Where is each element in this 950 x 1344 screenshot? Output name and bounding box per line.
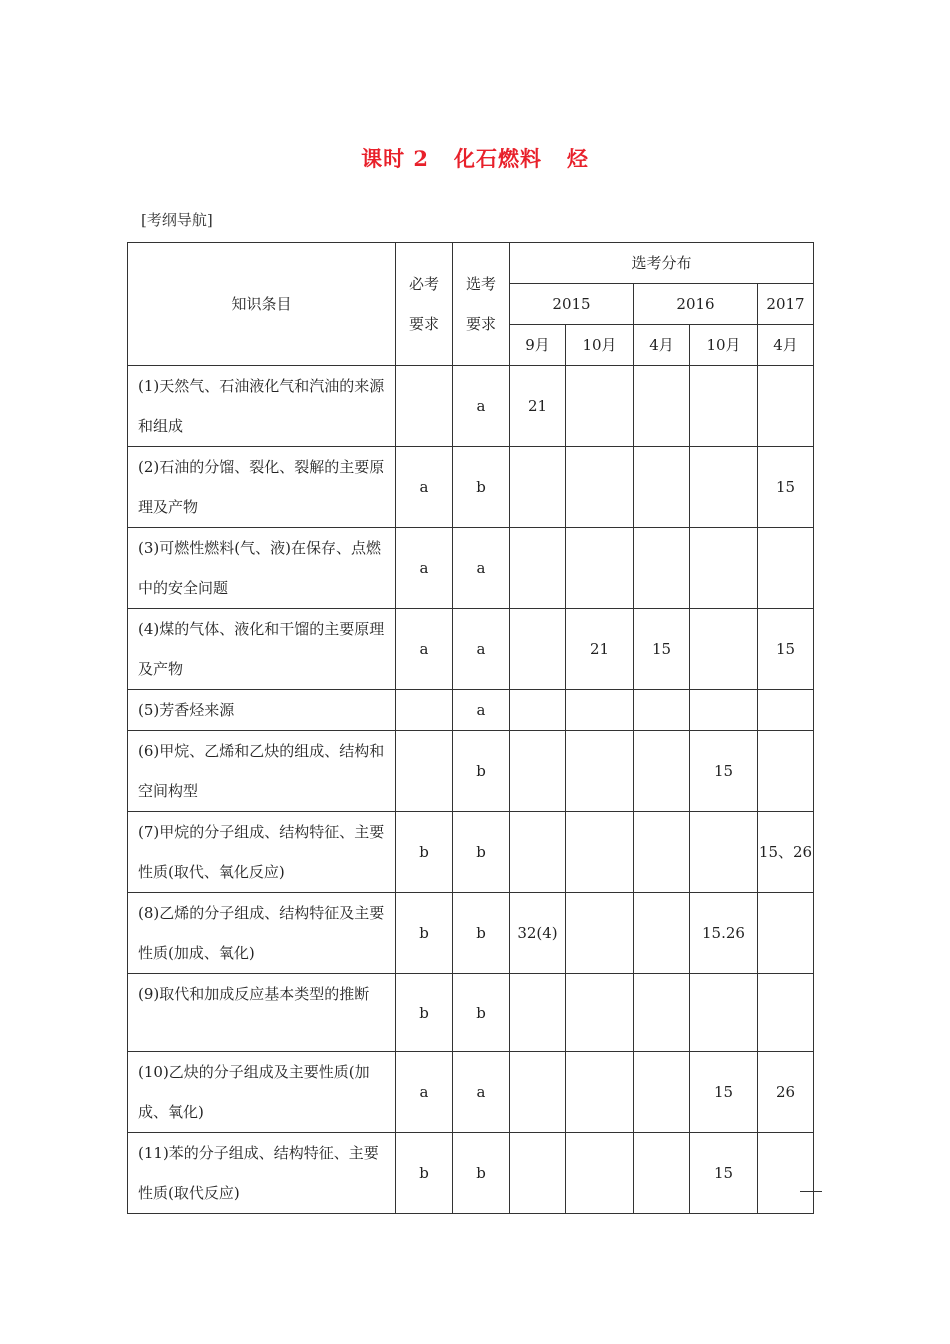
table-row: [128, 731, 814, 812]
exam-cell: [690, 690, 758, 731]
header-month: 4月: [634, 325, 690, 366]
exam-cell: [566, 893, 634, 974]
topic-cell: (10)乙炔的分子组成及主要性质(加成、氧化): [128, 1052, 396, 1133]
exam-cell: [510, 447, 566, 528]
topic-cell: (6)甲烷、乙烯和乙炔的组成、结构和空间构型: [128, 731, 396, 812]
exam-cell: [758, 731, 814, 812]
required-cell: [396, 690, 453, 731]
exam-cell: [758, 1133, 814, 1214]
exam-cell: [758, 974, 814, 1052]
header-required: [396, 243, 453, 366]
table-row: [128, 893, 814, 974]
topic-cell: (11)苯的分子组成、结构特征、主要性质(取代反应): [128, 1133, 396, 1214]
page-title: 课时 2 化石燃料 烃: [361, 146, 589, 171]
exam-cell: [510, 731, 566, 812]
header-year-2017: 2017: [758, 284, 814, 325]
topic-cell: (3)可燃性燃料(气、液)在保存、点燃中的安全问题: [128, 528, 396, 609]
elective-cell: b: [453, 447, 510, 528]
exam-cell: [690, 609, 758, 690]
exam-cell: [510, 1133, 566, 1214]
section-label: [考纲导航]: [141, 211, 213, 229]
exam-cell: [510, 528, 566, 609]
table-row: [128, 528, 814, 609]
required-cell: [396, 731, 453, 812]
required-cell: b: [396, 1133, 453, 1214]
exam-cell: [758, 528, 814, 609]
exam-cell: [634, 974, 690, 1052]
header-elective-line2: 要求: [465, 315, 496, 333]
required-cell: b: [396, 974, 453, 1052]
header-required-line1: 必考: [408, 275, 439, 293]
header-knowledge: 知识条目: [128, 243, 396, 366]
exam-cell: [758, 690, 814, 731]
table-row: [128, 1052, 814, 1133]
table-row: [128, 812, 814, 893]
header-required-line2: 要求: [408, 315, 439, 333]
exam-cell: [566, 528, 634, 609]
exam-cell: [566, 731, 634, 812]
topic-cell: (5)芳香烃来源: [128, 690, 396, 731]
header-month: 9月: [510, 325, 566, 366]
table-row: [128, 690, 814, 731]
elective-cell: b: [453, 731, 510, 812]
exam-cell: [758, 366, 814, 447]
exam-cell: [634, 1133, 690, 1214]
exam-cell: [690, 974, 758, 1052]
exam-cell: 21: [566, 609, 634, 690]
exam-cell: 15: [634, 609, 690, 690]
elective-cell: b: [453, 893, 510, 974]
header-month: 10月: [690, 325, 758, 366]
header-month: 10月: [566, 325, 634, 366]
exam-cell: [634, 812, 690, 893]
header-elective: [453, 243, 510, 366]
exam-cell: [510, 812, 566, 893]
elective-cell: a: [453, 528, 510, 609]
exam-cell: [634, 690, 690, 731]
header-year-2016: 2016: [634, 284, 758, 325]
elective-cell: a: [453, 1052, 510, 1133]
exam-cell: [566, 366, 634, 447]
required-cell: [396, 366, 453, 447]
table-row: [128, 609, 814, 690]
exam-cell: 15: [690, 731, 758, 812]
exam-cell: [634, 366, 690, 447]
topic-cell: (9)取代和加成反应基本类型的推断: [128, 974, 396, 1052]
topic-cell: (7)甲烷的分子组成、结构特征、主要性质(取代、氧化反应): [128, 812, 396, 893]
exam-cell: [690, 812, 758, 893]
exam-cell: [510, 690, 566, 731]
exam-cell: [634, 528, 690, 609]
header-year-2015: 2015: [510, 284, 634, 325]
exam-cell: [634, 447, 690, 528]
required-cell: b: [396, 812, 453, 893]
table-row: [128, 974, 814, 1052]
topic-cell: (4)煤的气体、液化和干馏的主要原理及产物: [128, 609, 396, 690]
exam-cell: 15: [690, 1052, 758, 1133]
exam-cell: [566, 974, 634, 1052]
exam-cell: [634, 893, 690, 974]
syllabus-table: [127, 242, 814, 1214]
header-elective-line1: 选考: [465, 275, 496, 293]
table-row: [128, 447, 814, 528]
elective-cell: a: [453, 609, 510, 690]
topic-cell: (1)天然气、石油液化气和汽油的来源和组成: [128, 366, 396, 447]
exam-cell: [758, 893, 814, 974]
exam-cell: [566, 1133, 634, 1214]
elective-cell: a: [453, 366, 510, 447]
exam-cell: 32(4): [510, 893, 566, 974]
exam-cell: [634, 1052, 690, 1133]
exam-cell: [634, 731, 690, 812]
required-cell: a: [396, 1052, 453, 1133]
exam-cell: [690, 447, 758, 528]
exam-cell: 15、26: [758, 812, 814, 893]
exam-cell: [566, 812, 634, 893]
elective-cell: b: [453, 974, 510, 1052]
exam-cell: [566, 447, 634, 528]
required-cell: a: [396, 528, 453, 609]
topic-cell: (2)石油的分馏、裂化、裂解的主要原理及产物: [128, 447, 396, 528]
table-edge-line: [800, 1191, 822, 1192]
exam-cell: 15: [690, 1133, 758, 1214]
topic-cell: (8)乙烯的分子组成、结构特征及主要性质(加成、氧化): [128, 893, 396, 974]
elective-cell: a: [453, 690, 510, 731]
exam-cell: [510, 1052, 566, 1133]
required-cell: a: [396, 447, 453, 528]
exam-cell: [510, 609, 566, 690]
elective-cell: b: [453, 1133, 510, 1214]
required-cell: a: [396, 609, 453, 690]
exam-cell: 15: [758, 447, 814, 528]
header-month: 4月: [758, 325, 814, 366]
table-row: [128, 1133, 814, 1214]
exam-cell: 15: [758, 609, 814, 690]
exam-cell: [566, 1052, 634, 1133]
exam-cell: 26: [758, 1052, 814, 1133]
exam-cell: [690, 528, 758, 609]
required-cell: b: [396, 893, 453, 974]
elective-cell: b: [453, 812, 510, 893]
exam-cell: [510, 974, 566, 1052]
exam-cell: 15.26: [690, 893, 758, 974]
exam-cell: [566, 690, 634, 731]
table-row: [128, 366, 814, 447]
exam-cell: [690, 366, 758, 447]
exam-cell: 21: [510, 366, 566, 447]
header-distribution: 选考分布: [510, 243, 814, 284]
